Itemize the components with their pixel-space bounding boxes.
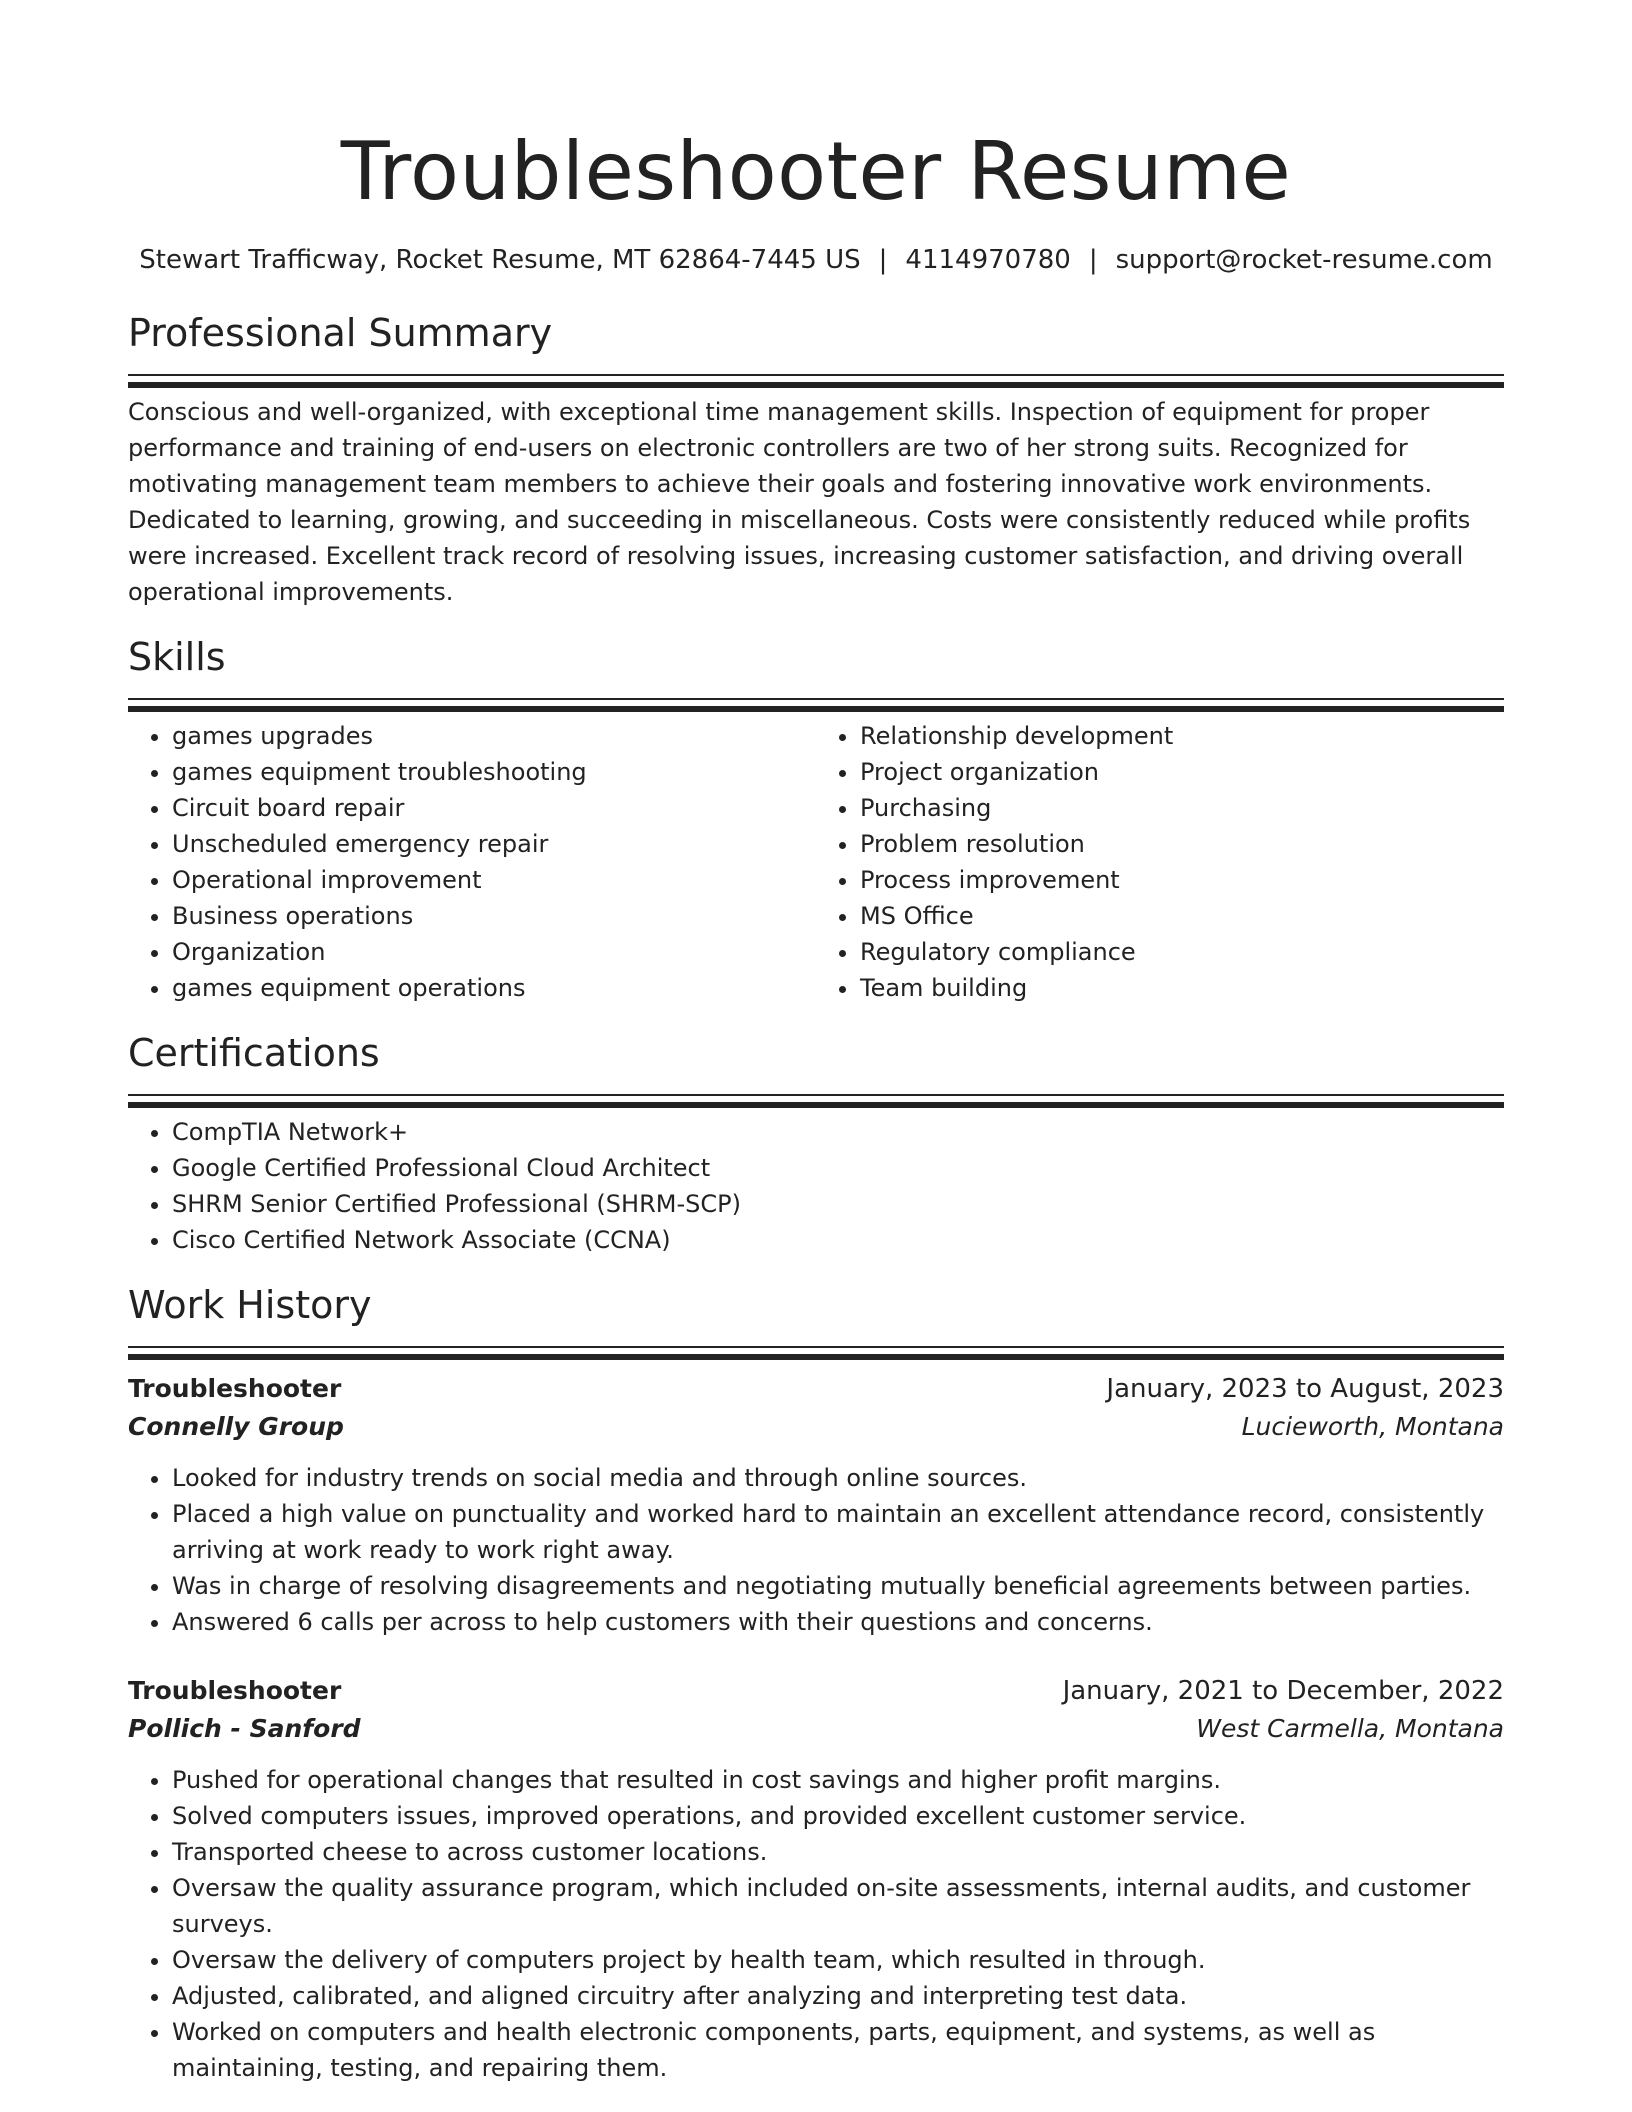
job-bullets <box>128 1460 1504 1640</box>
skill-item: • Process improvement <box>860 862 1504 898</box>
job-bullet: • Oversaw the quality assurance program, which included on-site assessments, internal audits, and customer surveys. <box>172 1870 1504 1942</box>
job-title: Troubleshooter <box>128 1676 342 1705</box>
skill-item: • Unscheduled emergency repair <box>172 826 816 862</box>
skills-list-right <box>816 718 1504 1006</box>
certification-item: • CompTIA Network+ <box>172 1114 1504 1150</box>
contact-separator: | <box>878 245 888 275</box>
job-bullet: • Placed a high value on punctuality and worked hard to maintain an excellent attendance record, consistently arriving at work ready to work right away. <box>172 1496 1504 1568</box>
work-history-heading: Work History <box>128 1283 372 1327</box>
section-divider <box>128 698 1504 700</box>
job-bullet: • Solved computers issues, improved operations, and provided excellent customer service. <box>172 1798 1504 1834</box>
contact-email: support@rocket-resume.com <box>1115 245 1493 275</box>
work-history-section <box>128 1280 1504 2086</box>
page-title: Troubleshooter Resume <box>340 125 1292 218</box>
skill-item: • Relationship development <box>860 718 1504 754</box>
skill-item: • Operational improvement <box>172 862 816 898</box>
skill-item: • Team building <box>860 970 1504 1006</box>
contact-line <box>128 242 1504 278</box>
job-company: Pollich - Sanford <box>128 1714 361 1743</box>
skill-item: • games equipment troubleshooting <box>172 754 816 790</box>
skills-heading: Skills <box>128 635 226 679</box>
job-bullet: • Oversaw the delivery of computers project by health team, which resulted in through. <box>172 1942 1504 1978</box>
job-company: Connelly Group <box>128 1412 344 1441</box>
skill-item: • Business operations <box>172 898 816 934</box>
certifications-section <box>128 1028 1504 1258</box>
job-bullet: • Answered 6 calls per across to help customers with their questions and concerns. <box>172 1604 1504 1640</box>
job-header-row <box>128 1370 1504 1408</box>
summary-heading: Professional Summary <box>128 311 553 355</box>
skill-item: • Project organization <box>860 754 1504 790</box>
job-company-row <box>128 1710 1504 1748</box>
job-dates: January, 2021 to December, 2022 <box>1062 1676 1504 1706</box>
summary-section <box>128 308 1504 610</box>
job-bullet: • Was in charge of resolving disagreements and negotiating mutually beneficial agreements between parties. <box>172 1568 1504 1604</box>
job-entry <box>128 1672 1504 2086</box>
certifications-list <box>128 1114 1504 1258</box>
job-location: West Carmella, Montana <box>1196 1714 1504 1743</box>
job-bullet: • Adjusted, calibrated, and aligned circuitry after analyzing and interpreting test data. <box>172 1978 1504 2014</box>
skills-section <box>128 632 1504 1006</box>
section-divider <box>128 1094 1504 1096</box>
summary-text: Conscious and well-organized, with exceptional time management skills. Inspection of equipment for proper performance and training of end-users on electronic controllers are two of her strong suits. Recognized for motivating management team members to achieve their goals and fostering innovative work environments. Dedicated to learning, growing, and succeeding in miscellaneous. Costs were consistently reduced while profits were increased. Excellent track record of resolving issues, increasing customer satisfaction, and driving overall operational improvements. <box>128 398 1471 606</box>
certification-item: • Google Certified Professional Cloud Architect <box>172 1150 1504 1186</box>
section-divider <box>128 374 1504 376</box>
job-bullet: • Transported cheese to across customer locations. <box>172 1834 1504 1870</box>
job-header-row <box>128 1672 1504 1710</box>
skill-item: • Problem resolution <box>860 826 1504 862</box>
job-bullets <box>128 1762 1504 2086</box>
skill-item: • MS Office <box>860 898 1504 934</box>
skills-grid <box>128 718 1504 1006</box>
certification-item: • Cisco Certified Network Associate (CCNA) <box>172 1222 1504 1258</box>
section-divider <box>128 1346 1504 1348</box>
job-title: Troubleshooter <box>128 1374 342 1403</box>
job-location: Lucieworth, Montana <box>1241 1412 1504 1441</box>
contact-separator: | <box>1088 245 1098 275</box>
job-entry <box>128 1370 1504 1640</box>
certification-item: • SHRM Senior Certified Professional (SHRM-SCP) <box>172 1186 1504 1222</box>
skill-item: • Purchasing <box>860 790 1504 826</box>
job-company-row <box>128 1408 1504 1446</box>
skill-item: • games equipment operations <box>172 970 816 1006</box>
contact-phone: 4114970780 <box>905 245 1071 275</box>
skill-item: • Organization <box>172 934 816 970</box>
job-dates: January, 2023 to August, 2023 <box>1106 1374 1504 1404</box>
skill-item: • Regulatory compliance <box>860 934 1504 970</box>
certifications-heading: Certifications <box>128 1031 380 1075</box>
job-bullet: • Looked for industry trends on social media and through online sources. <box>172 1460 1504 1496</box>
skill-item: • Circuit board repair <box>172 790 816 826</box>
job-bullet: • Pushed for operational changes that resulted in cost savings and higher profit margins. <box>172 1762 1504 1798</box>
skills-list-left <box>128 718 816 1006</box>
contact-address: Stewart Trafficway, Rocket Resume, MT 62864-7445 US <box>139 245 861 275</box>
job-bullet: • Worked on computers and health electronic components, parts, equipment, and systems, as well as maintaining, testing, and repairing them. <box>172 2014 1504 2086</box>
skill-item: • games upgrades <box>172 718 816 754</box>
